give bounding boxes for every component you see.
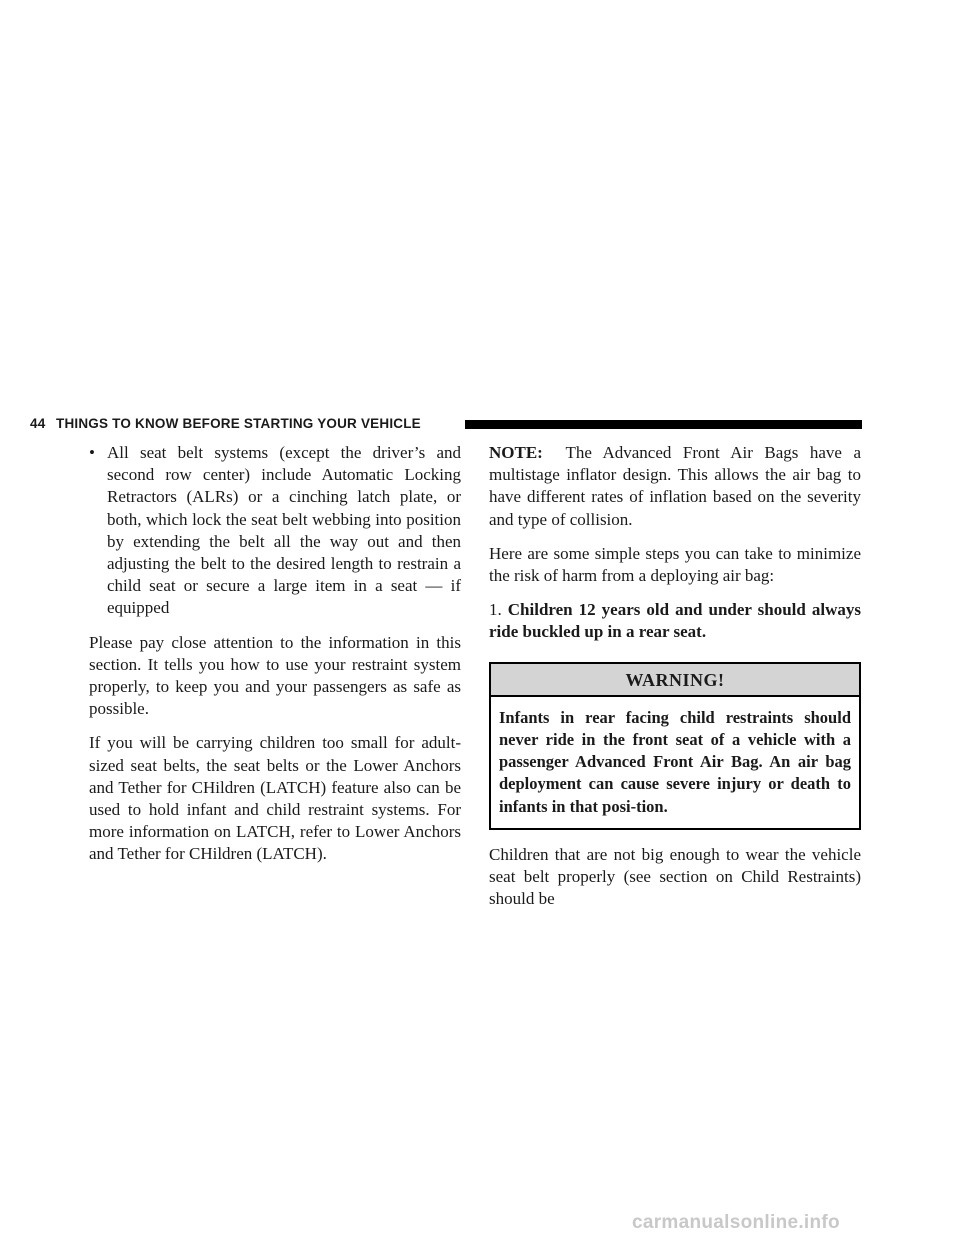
- note-label: NOTE:: [489, 443, 543, 462]
- step-1: [489, 599, 861, 643]
- bullet-item: [89, 442, 461, 620]
- paragraph-children: Children that are not big enough to wear the vehicle seat belt properly (see section on Child Restraints) should be: [489, 844, 861, 909]
- right-column: [489, 442, 861, 922]
- bullet-icon: •: [89, 443, 95, 462]
- page-header: [30, 415, 862, 435]
- note-text: The Advanced Front Air Bags have a multistage inflator design. This allows the air bag to have different rates of inflation based on the severity and type of collision.: [489, 443, 861, 529]
- bullet-text: All seat belt systems (except the driver’s and second row center) include Automatic Locking Retractors (ALRs) or a cinching latch plate, or both, which lock the seat belt webbing into position by extending the belt all the way out and then adjusting the belt to the desired length to restrain a child seat or secure a large item in a seat — if equipped: [107, 443, 461, 618]
- warning-text: Infants in rear facing child restraints should never ride in the front seat of a vehicle with a passenger Advanced Front Air Bag. An air bag deployment can cause severe injury or death to infants in that posi-tion.: [499, 707, 851, 816]
- step-1-text: Children 12 years old and under should always ride buckled up in a rear seat.: [489, 600, 861, 642]
- watermark-logo: carmanualsonline.info: [632, 1212, 840, 1233]
- paragraph-attention: Please pay close attention to the information in this section. It tells you how to use your restraint system properly, to keep you and your passengers as safe as possible.: [89, 632, 461, 719]
- steps-intro: Here are some simple steps you can take to minimize the risk of harm from a deploying air bag:: [489, 543, 861, 586]
- section-title: THINGS TO KNOW BEFORE STARTING YOUR VEHICLE: [56, 416, 421, 431]
- warning-title: WARNING!: [491, 664, 859, 697]
- warning-box: [489, 662, 861, 830]
- paragraph-latch: If you will be carrying children too small for adult-sized seat belts, the seat belts or the Lower Anchors and Tether for CHildren (LATCH) feature also can be used to hold infant and child restraint systems. For more information on LATCH, refer to Lower Anchors and Tether for CHildren (LATCH).: [89, 733, 461, 864]
- page-number: 44: [30, 416, 46, 431]
- note-paragraph: [489, 442, 861, 531]
- header-rule: [465, 420, 862, 429]
- left-column: [89, 442, 461, 878]
- step-1-number: 1.: [489, 600, 502, 620]
